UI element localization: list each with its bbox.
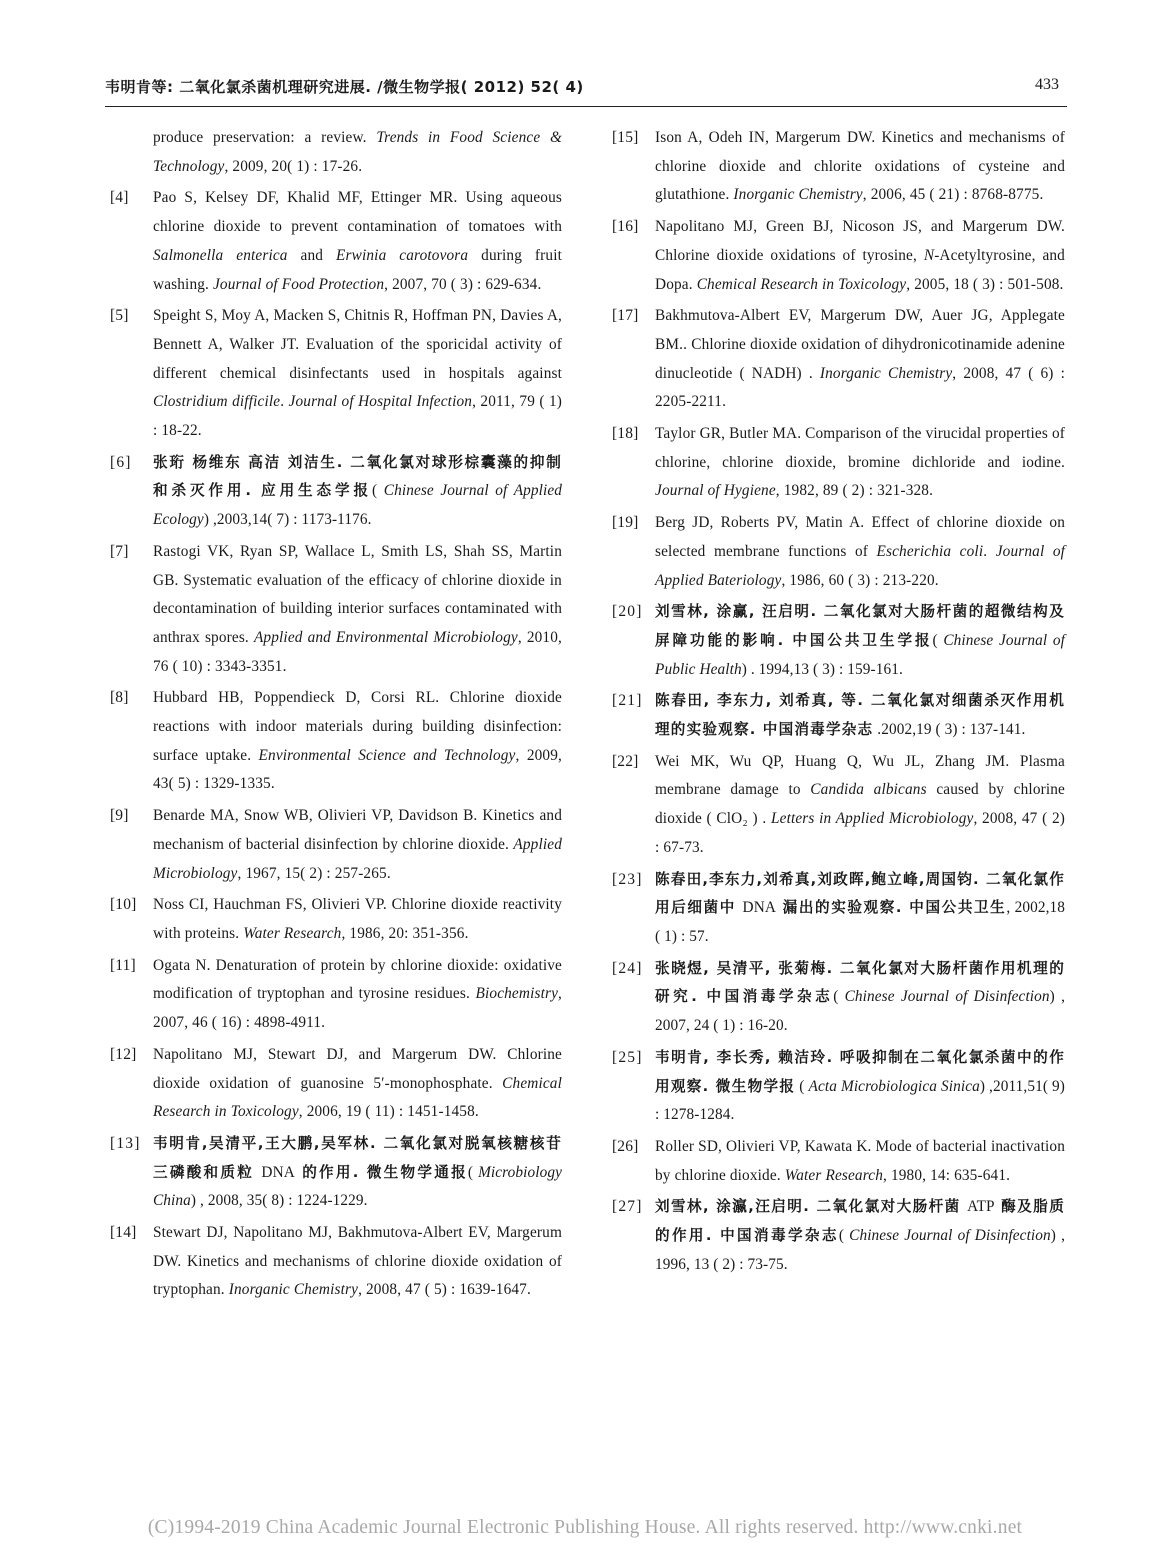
reference-text: Stewart DJ, Napolitano MJ, Bakhmutova-Albert EV, Margerum DW. Kinetics and mechanisms of chlorine dioxide oxidation of tryptophan.	[153, 1224, 562, 1299]
reference-item	[612, 866, 1065, 952]
reference-item	[110, 1041, 562, 1127]
reference-journal-title: Chinese Journal of Disinfection	[844, 988, 1050, 1006]
reference-text: (	[932, 631, 944, 649]
reference-journal-title: Journal of Hygiene	[655, 482, 776, 500]
reference-text: 陈春田,李东力,刘希真,刘政晖,鲍立峰,周国钧. 二氧化氯作用后细菌中	[655, 870, 1066, 917]
reference-text: during fruit washing.	[153, 246, 563, 293]
reference-text: , 2005, 18 ( 3) : 501-508.	[906, 275, 1064, 293]
reference-item	[612, 748, 1065, 863]
reference-text: Roller SD, Olivieri VP, Kawata K. Mode of bacterial inactivation by chlorine dioxide.	[655, 1137, 1065, 1184]
reference-journal-title: N	[923, 246, 935, 264]
reference-text: .2002,19 ( 3) : 137-141.	[873, 721, 1026, 739]
reference-text: , 1982, 89 ( 2) : 321-328.	[775, 482, 934, 500]
reference-text: , 2009, 20( 1) : 17-26.	[224, 157, 363, 175]
reference-text: ) ,2011,51( 9) : 1278-1284.	[655, 1077, 1065, 1124]
reference-item	[612, 598, 1065, 684]
reference-text: produce preservation: a review.	[153, 129, 377, 146]
reference-text: Napolitano MJ, Green BJ, Nicoson JS, and Margerum DW. Chlorine dioxide oxidations of tyrosine,	[655, 218, 1065, 264]
page-number: 433	[1035, 76, 1059, 93]
reference-text: (	[467, 1163, 479, 1181]
reference-text: , 2008, 47 ( 6) : 2205-2211.	[655, 364, 1065, 411]
reference-text: 酶及脂质的作用. 中国消毒学杂志	[655, 1198, 1065, 1245]
reference-journal-title: Water Research	[243, 924, 342, 942]
reference-item	[110, 802, 562, 888]
reference-text: , 2006, 19 ( 11) : 1451-1458.	[298, 1103, 479, 1121]
reference-text: , 2011, 79 ( 1) : 18-22.	[153, 393, 563, 440]
reference-text: Speight S, Moy A, Macken S, Chitnis R, Hoffman PN, Davies A, Bennett A, Walker JT. Evaluation of the sporicidal activity of different chemical disinfectants used in hospitals against	[153, 307, 562, 382]
reference-number: [10]	[110, 896, 137, 914]
reference-number: [24]	[612, 959, 643, 977]
reference-text: DNA	[742, 899, 776, 917]
reference-text: , 1986, 20: 351-356.	[341, 924, 469, 942]
reference-item	[110, 952, 562, 1038]
reference-column-left	[110, 124, 562, 1308]
reference-journal-title: Biochemistry	[475, 985, 559, 1003]
reference-item	[110, 124, 562, 181]
reference-number: [15]	[612, 129, 639, 146]
reference-item	[612, 955, 1065, 1041]
reference-number: [22]	[612, 752, 639, 770]
reference-text: , 2007, 46 ( 16) : 4898-4911.	[153, 985, 562, 1032]
reference-number: [27]	[612, 1198, 643, 1216]
reference-text: , 2002,18 ( 1) : 57.	[655, 899, 1066, 945]
reference-number: [21]	[612, 692, 643, 710]
reference-text: 张珩 杨维东 高洁 刘洁生. 二氧化氯对球形棕囊藻的抑制和杀灭作用. 应用生态学报	[153, 453, 562, 500]
reference-text: 韦明肯,吴清平,王大鹏,吴军林. 二氧化氯对脱氧核糖核苷三磷酸和质粒	[153, 1134, 562, 1181]
reference-text: Noss CI, Hauchman FS, Olivieri VP. Chlorine dioxide reactivity with proteins.	[153, 896, 562, 942]
reference-journal-title: Chemical Research in Toxicology	[153, 1074, 562, 1121]
reference-text: -Acetyltyrosine, and Dopa.	[655, 246, 1065, 293]
reference-journal-title: Candida albicans	[810, 781, 927, 799]
reference-journal-title: Journal of Applied Bateriology	[655, 542, 1066, 589]
reference-item	[612, 124, 1065, 210]
reference-item	[612, 509, 1065, 595]
reference-journal-title: Inorganic Chemistry	[819, 364, 953, 382]
reference-text: , 2009, 43( 5) : 1329-1335.	[153, 746, 562, 793]
reference-text: Berg JD, Roberts PV, Matin A. Effect of chlorine dioxide on selected membrane functions of	[655, 514, 1065, 560]
reference-journal-title: Chinese Journal of Disinfection	[849, 1227, 1051, 1245]
reference-item	[110, 184, 562, 299]
reference-number: [8]	[110, 689, 129, 707]
reference-text: Ison A, Odeh IN, Margerum DW. Kinetics and mechanisms of chlorine dioxide and chlorite oxidations of cysteine and glutathione.	[655, 129, 1065, 204]
reference-journal-title: Chinese Journal of Public Health	[655, 631, 1066, 678]
reference-text: Napolitano MJ, Stewart DJ, and Margerum DW. Chlorine dioxide oxidation of guanosine 5′-monophosphate.	[153, 1045, 562, 1092]
reference-text: , 1967, 15( 2) : 257-265.	[237, 864, 391, 882]
reference-text: Taylor GR, Butler MA. Comparison of the virucidal properties of chlorine, chlorine dioxide, bromine dichloride and iodine.	[655, 425, 1065, 471]
reference-text: ) ,2003,14( 7) : 1173-1176.	[203, 511, 372, 529]
reference-text: 陈春田, 李东力, 刘希真, 等. 二氧化氯对细菌杀灭作用机理的实验观察. 中国消毒学杂志	[655, 692, 1065, 739]
reference-text: Benarde MA, Snow WB, Olivieri VP, Davidson B. Kinetics and mechanism of bacterial disinfection by chlorine dioxide.	[153, 807, 562, 853]
reference-item	[110, 449, 562, 535]
reference-item	[612, 213, 1065, 299]
reference-text: , 2008, 47 ( 2) : 67-73.	[655, 810, 1065, 856]
reference-text: , 2010, 76 ( 10) : 3343-3351.	[153, 628, 562, 675]
reference-text: DNA	[261, 1163, 295, 1181]
reference-text: , 1980, 14: 635-641.	[883, 1166, 1011, 1184]
reference-number: [4]	[110, 189, 129, 207]
reference-number: [20]	[612, 603, 643, 621]
reference-item	[612, 1193, 1065, 1279]
reference-text: , 2008, 47 ( 5) : 1639-1647.	[358, 1281, 531, 1299]
reference-number: [26]	[612, 1137, 639, 1155]
reference-text: 韦明肯, 李长秀, 赖洁玲. 呼吸抑制在二氧化氯杀菌中的作用观察. 微生物学报	[655, 1048, 1065, 1095]
reference-text: Ogata N. Denaturation of protein by chlorine dioxide: oxidative modification of tryptophan and tyrosine residues.	[153, 956, 562, 1003]
reference-text: , 1986, 60 ( 3) : 213-220.	[781, 571, 939, 589]
reference-item	[110, 891, 562, 948]
reference-text: 漏出的实验观察. 中国公共卫生	[776, 899, 1007, 917]
reference-text: Hubbard HB, Poppendieck D, Corsi RL. Chlorine dioxide reactions with indoor materials during building disinfection: surface uptake.	[153, 689, 562, 764]
reference-text: 张晓煜, 吴清平, 张菊梅. 二氧化氯对大肠杆菌作用机理的研究. 中国消毒学杂志	[655, 959, 1065, 1006]
reference-number: [18]	[612, 425, 639, 443]
reference-text: .	[280, 393, 289, 411]
reference-journal-title: Applied Microbiology	[153, 835, 562, 882]
reference-text: Wei MK, Wu QP, Huang Q, Wu JL, Zhang JM. Plasma membrane damage to	[655, 752, 1065, 799]
reference-text: Pao S, Kelsey DF, Khalid MF, Ettinger MR. Using aqueous chlorine dioxide to prevent contamination of tomatoes with	[153, 189, 562, 236]
reference-text: (	[795, 1077, 809, 1095]
reference-item	[110, 302, 562, 446]
reference-number: [12]	[110, 1045, 137, 1063]
reference-item	[110, 1219, 562, 1305]
reference-text: 的作用. 微生物学通报	[294, 1163, 468, 1181]
reference-text: (	[371, 482, 384, 500]
reference-text: ) . 1994,13 ( 3) : 159-161.	[741, 660, 903, 678]
reference-text: ATP	[967, 1198, 995, 1216]
reference-number: [5]	[110, 307, 129, 325]
reference-journal-title: Clostridium difficile	[153, 393, 281, 411]
reference-journal-title: Journal of Food Protection	[212, 275, 385, 293]
reference-item	[110, 1130, 562, 1216]
reference-item	[612, 302, 1065, 417]
reference-journal-title: Erwinia carotovora	[336, 246, 469, 264]
reference-journal-title: Acta Microbiologica Sinica	[808, 1077, 980, 1095]
reference-item	[612, 1133, 1065, 1190]
reference-number: [19]	[612, 514, 639, 532]
reference-text: and	[287, 246, 337, 264]
reference-text: Rastogi VK, Ryan SP, Wallace L, Smith LS, Shah SS, Martin GB. Systematic evaluation of the efficacy of chlorine dioxide in decontamination of building interior surfaces contaminated with anthrax spores.	[153, 542, 562, 646]
reference-text: .	[983, 542, 996, 560]
reference-text: caused by chlorine dioxide ( ClO₂ ) .	[655, 781, 1066, 828]
reference-text: ) , 2008, 35( 8) : 1224-1229.	[190, 1192, 368, 1210]
reference-item	[612, 687, 1065, 744]
reference-text: ) , 2007, 24 ( 1) : 16-20.	[655, 988, 1066, 1035]
reference-text: ) , 1996, 13 ( 2) : 73-75.	[655, 1227, 1065, 1273]
reference-journal-title: Inorganic Chemistry	[733, 186, 863, 204]
reference-text: (	[838, 1227, 850, 1245]
reference-text: Bakhmutova-Albert EV, Margerum DW, Auer JG, Applegate BM.. Chlorine dioxide oxidation of dihydronicotinamide adenine dinucleotide ( NADH) .	[655, 307, 1065, 382]
reference-journal-title: Journal of Hospital Infection	[288, 393, 473, 411]
reference-journal-title: Letters in Applied Microbiology	[770, 810, 974, 828]
reference-text: 刘雪林, 涂瀛,汪启明. 二氧化氯对大肠杆菌	[655, 1198, 968, 1216]
reference-journal-title: Escherichia coli	[876, 542, 984, 560]
reference-item	[110, 684, 562, 799]
reference-number: [9]	[110, 807, 129, 825]
reference-number: [11]	[110, 956, 136, 974]
reference-item	[612, 420, 1065, 506]
reference-journal-title: Inorganic Chemistry	[228, 1281, 359, 1299]
reference-journal-title: Salmonella enterica	[153, 246, 288, 264]
reference-journal-title: Chemical Research in Toxicology	[696, 275, 907, 293]
reference-item	[110, 538, 562, 682]
copyright-footer: (C)1994-2019 China Academic Journal Electronic Publishing House. All rights reserved. http://www.cnki.net	[147, 1517, 1023, 1538]
reference-text: (	[833, 988, 845, 1006]
running-header	[105, 76, 1067, 107]
reference-number: [7]	[110, 542, 129, 560]
reference-number: [25]	[612, 1048, 643, 1066]
reference-journal-title: Applied and Environmental Microbiology	[253, 628, 518, 646]
running-title: 韦明肯等: 二氧化氯杀菌机理研究进展. /微生物学报( 2012) 52( 4)	[105, 78, 584, 96]
reference-number: [16]	[612, 218, 639, 236]
reference-text: , 2007, 70 ( 3) : 629-634.	[384, 275, 542, 293]
reference-journal-title: Trends in Food Science & Technology	[153, 129, 562, 175]
reference-number: [17]	[612, 307, 639, 325]
reference-column-right	[612, 124, 1065, 1282]
reference-number: [6]	[110, 453, 132, 471]
reference-number: [14]	[110, 1224, 137, 1242]
reference-text: 刘雪林, 涂赢, 汪启明. 二氧化氯对大肠杆菌的超微结构及屏障功能的影响. 中国公共卫生学报	[655, 603, 1065, 649]
reference-number: [23]	[612, 870, 643, 888]
reference-journal-title: Chinese Journal of Applied Ecology	[153, 482, 562, 529]
reference-journal-title: Water Research	[784, 1166, 884, 1184]
reference-item	[612, 1044, 1065, 1130]
reference-text: , 2006, 45 ( 21) : 8768-8775.	[862, 186, 1044, 204]
reference-journal-title: Microbiology China	[153, 1163, 562, 1210]
reference-number: [13]	[110, 1134, 141, 1152]
reference-journal-title: Environmental Science and Technology	[258, 746, 516, 764]
